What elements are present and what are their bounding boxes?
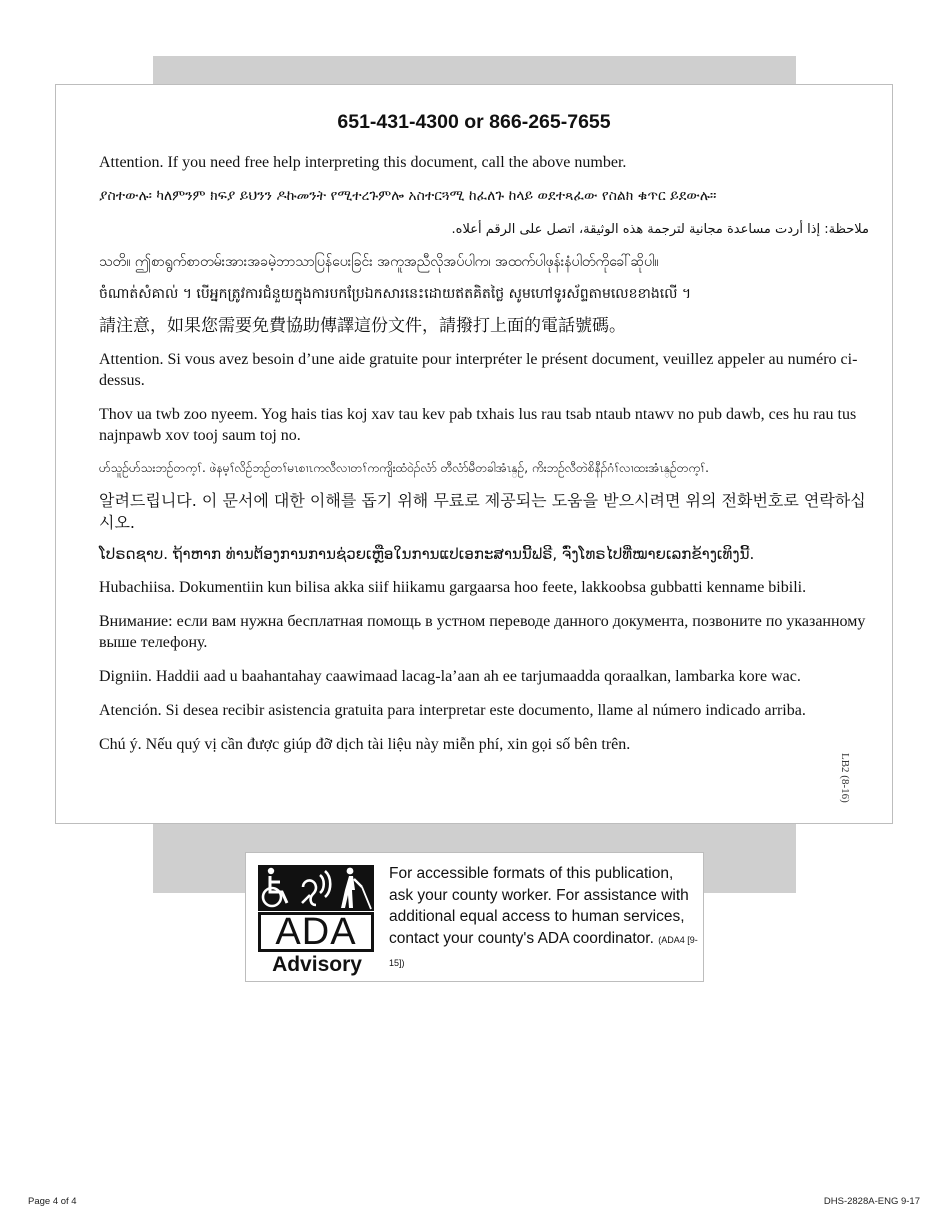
notice-chinese: 請注意，如果您需要免費協助傳譯這份文件，請撥打上面的電話號碼。	[99, 316, 626, 335]
notice-french: Attention. Si vous avez besoin d’une aide gratuite pour interpréter le présent document, veuillez appeler au numéro ci-dessus.	[99, 351, 858, 389]
ada-logo	[258, 865, 376, 975]
notice-amharic: ያስተውሉ፡ ካለምንም ክፍያ ይህንን ዶኩመንት የሚተረጉምሎ አስተርጓሚ ከፈለጉ ከላይ ወደተጻፈው የስልክ ቁጥር ይደውሉ።	[99, 188, 717, 204]
language-notice-box	[55, 84, 893, 824]
ada-logo-word: ADA	[258, 912, 374, 952]
ada-message	[389, 863, 699, 975]
phone-numbers: 651-431-4300 or 866-265-7655	[337, 111, 611, 133]
ada-form-code: (ADA4 [9-15])	[389, 934, 698, 968]
form-side-code: LB2 (8-16)	[839, 753, 851, 803]
notice-lao: ໂປຣດຊາບ. ຖ້າຫາກ ທ່ານຕ້ອງການການຊ່ວຍເຫຼືອໃນການແປເອກະສານນີ້ຟຣີ, ຈົ່ງໂທຣໄປທີ່ໝາຍເລກຂ້າງເທິງນີ້.	[99, 545, 755, 563]
gray-band-top	[153, 56, 796, 86]
ada-logo-subtitle: Advisory	[272, 953, 362, 976]
notice-burmese: သတိ။ ဤစာရွက်စာတမ်းအားအခမဲ့ဘာသာပြန်ပေးခြင်း အကူအညီလိုအပ်ပါက၊ အထက်ပါဖုန်းနံပါတ်ကိုခေါ်ဆိုပါ။	[99, 254, 659, 270]
notice-arabic: ملاحظة: إذا أردت مساعدة مجانية لترجمة هذه الوثيقة، اتصل على الرقم أعلاه.	[451, 222, 869, 237]
ada-advisory-box	[245, 852, 704, 982]
notice-russian: Внимание: если вам нужна бесплатная помощь в устном переводе данного документа, позвоните по указанному выше телефону.	[99, 613, 866, 651]
notice-hmong: Thov ua twb zoo nyeem. Yog hais tias koj xav tau kev pab txhais lus rau tsab ntaub ntawv no pub dawb, ces hu rau tus najnpawb xov tooj saum toj no.	[99, 406, 857, 444]
notice-oromo: Hubachiisa. Dokumentiin kun bilisa akka siif hiikamu gargaarsa hoo feete, lakkoobsa gubbatti kenname bibili.	[99, 579, 807, 596]
notice-vietnamese: Chú ý. Nếu quý vị cần được giúp đỡ dịch tài liệu này miễn phí, xin gọi số bên trên.	[99, 736, 631, 753]
notice-english: Attention. If you need free help interpreting this document, call the above number.	[99, 154, 627, 171]
ada-icons-strip	[258, 865, 374, 911]
language-list	[99, 152, 869, 755]
notice-korean: 알려드립니다. 이 문서에 대한 이해를 돕기 위해 무료로 제공되는 도움을 받으시려면 위의 전화번호로 연락하십시오.	[99, 491, 866, 532]
notice-karen: ဟ်သူဉ်ဟ်သးဘဉ်တက့ၢ်. ဖဲနမ့ၢ်လိဉ်ဘဉ်တၢ်မၤစၢၤကလီလၢတၢ်ကကျိးထံဝဲၣ်လံာ် တီလံာ်မီတခါအံၤန္ဉ်, ကိးဘဉ်လီတဲစိနီၣ်ဂံၢ်လၢထးအံၤန္ဉ်တက့ၢ်.	[99, 461, 709, 475]
form-id: DHS-2828A-ENG 9-17	[823, 1196, 920, 1207]
notice-cambodian: ចំណាត់សំគាល់ ។ បើអ្នកត្រូវការជំនួយក្នុងការបកប្រែឯកសារនេះដោយឥតគិតថ្លៃ សូមហៅទូរស័ព្ទតាមលេខខាងលើ ។	[99, 286, 692, 302]
notice-somali: Digniin. Haddii aad u baahantahay caawimaad lacag-la’aan ah ee tarjumaadda qoraalkan, lambarka kore wac.	[99, 668, 801, 685]
page-number: Page 4 of 4	[28, 1196, 77, 1207]
ada-message-text: For accessible formats of this publication, ask your county worker. For assistance with additional equal access to human services, contact your county's ADA coordinator.	[389, 865, 689, 947]
notice-spanish: Atención. Si desea recibir asistencia gratuita para interpretar este documento, llame al número indicado arriba.	[99, 702, 806, 719]
